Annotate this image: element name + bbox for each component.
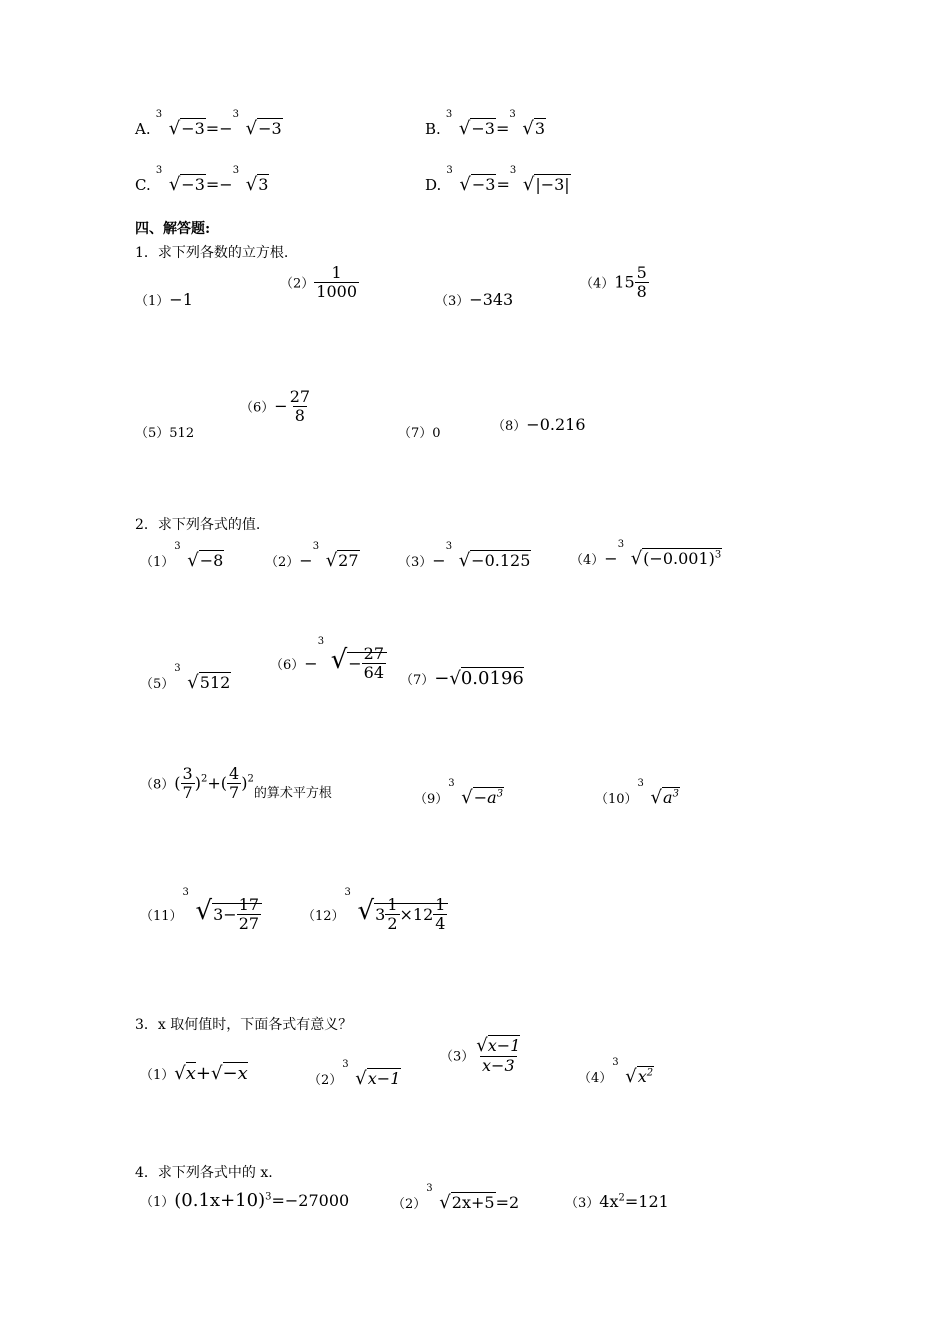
q3-item-2: （2） 3 √x−1 bbox=[308, 1059, 401, 1089]
q1-item-1: （1）−1 bbox=[135, 290, 193, 309]
q4-item-1: $(1)(0.1x+10)^3=-27000$ bbox=[140, 1190, 350, 1211]
q2-item-4: （4）− 3 $√(-0.001)^3$ bbox=[570, 539, 722, 569]
q1-item-4: （4）15 $\frac{5}{8}$ bbox=[580, 263, 647, 301]
option-c: C. 3 √−3=− 3 √3 bbox=[135, 165, 269, 195]
q4-item-2: （2） 3 √2x+5=2 bbox=[392, 1183, 520, 1213]
q2-item-11: （11） 3 √3− $\frac{17}{27}$ bbox=[140, 896, 262, 933]
q2-item-1: （1） 3 √−8 bbox=[140, 541, 224, 571]
q2-item-7: （7）−√0.0196 bbox=[400, 668, 524, 689]
q2-item-8: （8）( $\frac{3}{7}$ )$^2$+( $\frac{4}{7}$ )$^2$的算术平方根 bbox=[140, 764, 332, 802]
q2-item-10: （10） 3 $√a^3$ bbox=[595, 778, 679, 808]
q1-title: 1．求下列各数的立方根. bbox=[135, 245, 289, 261]
q2-item-12: （12） 3 √3 $\frac{1}{2}$ ×12 $\frac{1}{4}$ bbox=[302, 896, 448, 933]
q1-item-8: （8）−0.216 bbox=[492, 415, 586, 434]
q2-title: 2．求下列各式的值. bbox=[135, 517, 261, 533]
q4-item-3: $(3)4x^2=121$ bbox=[565, 1192, 669, 1211]
q3-item-1: （1）√x+√−x bbox=[140, 1063, 248, 1084]
q3-item-4: （4） 3 $√x^2$ bbox=[578, 1057, 654, 1087]
q1-item-2: （2） $\frac{1}{1000}$ bbox=[280, 263, 357, 301]
q1-item-6: （6）− $\frac{27}{8}$ bbox=[240, 387, 311, 425]
option-b: B. 3 √−3= 3 √3 bbox=[425, 109, 546, 139]
option-d: D. 3 √−3= 3 √|−3| bbox=[425, 165, 570, 195]
q3-item-3: （3） $\frac{√x-1}{x-3}$ bbox=[440, 1035, 521, 1075]
q2-item-6: （6）− 3 √− $\frac{27}{64}$ bbox=[270, 645, 387, 682]
q2-item-3: （3）− 3 √−0.125 bbox=[398, 541, 531, 571]
q3-title: 3．x 取何值时，下面各式有意义？ bbox=[135, 1017, 353, 1033]
q2-item-9: （9） 3 $√-a^3$ bbox=[414, 778, 504, 808]
q4-title: 4．求下列各式中的 x. bbox=[135, 1165, 273, 1181]
q2-item-2: （2）− 3 √27 bbox=[265, 541, 359, 571]
q1-item-7: （7）0 bbox=[398, 426, 441, 441]
q2-item-5: （5） 3 √512 bbox=[140, 663, 231, 693]
option-a: A. 3 √−3=− 3 √−3 bbox=[135, 109, 282, 139]
section-title: 四、解答题: bbox=[135, 221, 211, 237]
q1-item-3: （3）−343 bbox=[435, 290, 514, 309]
q1-item-5: （5）512 bbox=[135, 426, 195, 441]
